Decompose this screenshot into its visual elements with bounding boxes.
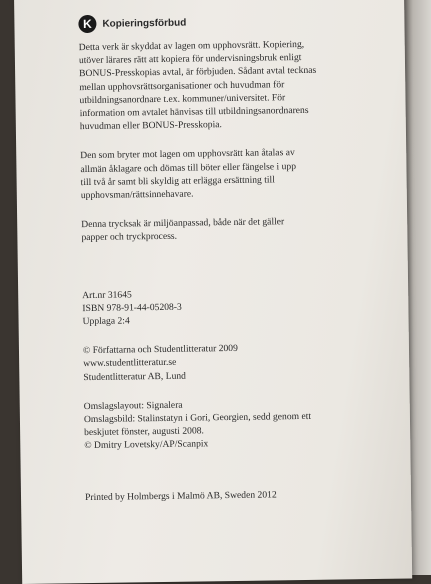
copyright-line: Detta verk är skyddat av lagen om upphovsrätt. Kopiering, <box>78 38 305 54</box>
copyright-line: information om avtalet hänvisas till utbildningsanordnarens <box>79 104 309 120</box>
copyright-line: utöver lärares rätt att kopiera för undervisningsbruk enligt <box>78 52 302 67</box>
penalty-line: upphovsman/rättsinnehavare. <box>80 188 194 202</box>
publication-details <box>82 285 355 328</box>
copyright-line: utbildningsanordnare t.ex. kommuner/universitet. För <box>79 92 286 106</box>
printer-text: Printed by Holmbergs i Malmö AB, Sweden 2012 <box>84 489 277 503</box>
printer-line <box>85 487 357 504</box>
kopieringsforbud-title: Kopieringsförbud <box>102 17 187 30</box>
book-page <box>14 0 412 584</box>
copyright-line: mellan upphovsrättsorganisationer och huvudman för <box>79 78 285 93</box>
cover-credits <box>84 396 357 453</box>
copyright-line: BONUS-Presskopias avtal, är förbjuden. Sådant avtal tecknas <box>79 65 317 80</box>
isbn: ISBN 978-91-44-05208-3 <box>82 301 182 314</box>
publisher-company: Studentlitteratur AB, Lund <box>83 370 187 383</box>
environment-notice <box>81 215 353 245</box>
kopieringsforbud-header <box>78 11 350 33</box>
environment-line: papper och tryckprocess. <box>81 231 178 244</box>
penalty-line: Den som bryter mot lagen om upphovsrätt kan åtalas av <box>80 147 295 162</box>
k-logo-icon: K <box>78 15 96 33</box>
penalty-line: till två år samt bli skyldig att erlägga ersättning till <box>80 174 275 188</box>
penalty-notice <box>80 146 353 203</box>
art-number: Art.nr 31645 <box>82 289 132 301</box>
publisher-copyright: © Författarna och Studentlitteratur 2009 <box>82 343 238 357</box>
edition: Upplaga 2:4 <box>82 315 130 328</box>
cover-layout: Omslagslayout: Signalera <box>83 399 183 412</box>
cover-image-line: Omslagsbild: Stalinstatyn i Gori, Georgien, sedd genom ett <box>83 410 312 426</box>
environment-line: Denna trycksak är miljöanpassad, både när det gäller <box>81 216 285 231</box>
publisher-website: www.studentlitteratur.se <box>83 357 177 370</box>
copyright-notice <box>79 37 352 133</box>
imprint-content <box>78 11 357 504</box>
publisher-details <box>83 341 356 384</box>
penalty-line: allmän åklagare och dömas till böter eller fängelse i upp <box>80 160 297 175</box>
cover-image-line: beskjutet fönster, augusti 2008. <box>84 425 204 439</box>
copyright-line: huvudman eller BONUS-Presskopia. <box>79 119 222 133</box>
cover-photo-credit: © Dmitry Lovetsky/AP/Scanpix <box>84 438 209 452</box>
